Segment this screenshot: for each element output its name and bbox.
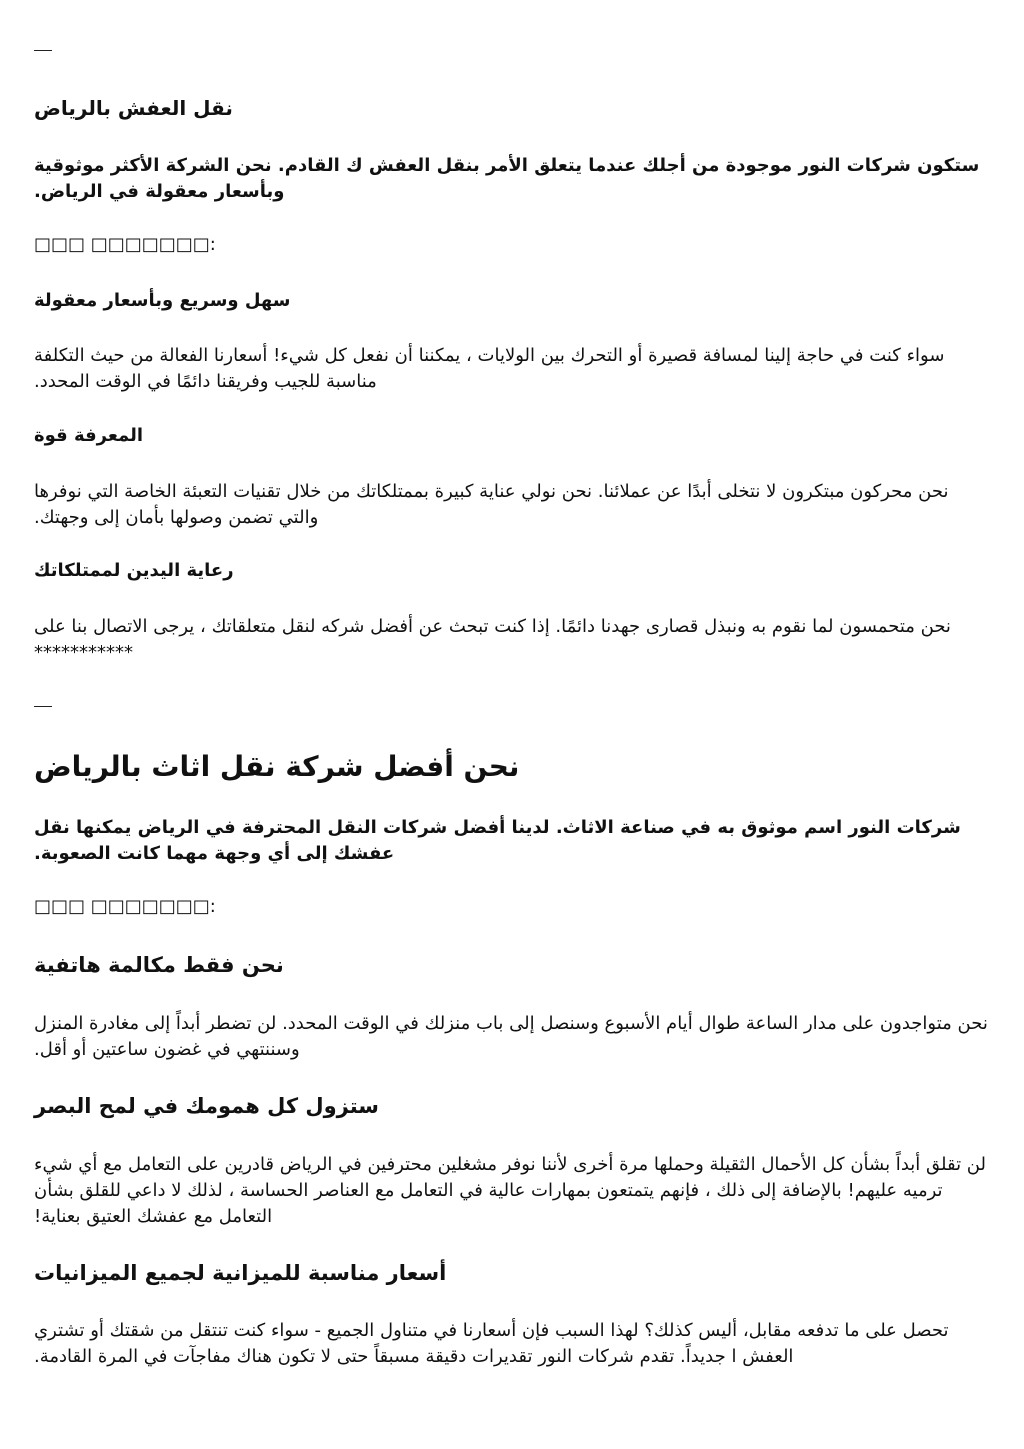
section1-feature1-heading xyxy=(34,288,990,314)
section2-feature1-body xyxy=(34,1011,990,1063)
section2-feature2-body xyxy=(34,1152,990,1230)
section2-garbled-label xyxy=(34,894,990,920)
feature-heading: المعرفة قوة xyxy=(34,425,144,446)
section2-feature3-body xyxy=(34,1318,990,1370)
section2-feature1-heading xyxy=(34,950,990,980)
feature-body: نحن متحمسون لما نقوم به ونبذل قصارى جهدنا دائمًا. إذا كنت تبحث عن أفضل شركه لنقل متعلقاتك ، يرجى الاتصال بنا على *********** xyxy=(34,616,951,663)
section2-intro xyxy=(34,815,990,867)
separator-rule-1 xyxy=(34,50,52,51)
feature-heading: ستزول كل همومك في لمح البصر xyxy=(34,1094,379,1118)
feature-body: نحن متواجدون على مدار الساعة طوال أيام الأسبوع وسنصل إلى باب منزلك في الوقت المحدد. لن تضطر أبداً إلى مغادرة المنزل وسننتهي في غضون ساعتين أو أقل. xyxy=(34,1013,988,1060)
intro-paragraph: شركات النور اسم موثوق به في صناعة الاثاث. لدينا أفضل شركات النقل المحترفة في الرياض يمكنها نقل عفشك إلى أي وجهة مهما كانت الصعوبة. xyxy=(34,817,961,864)
feature-body: لن تقلق أبداً بشأن كل الأحمال الثقيلة وحملها مرة أخرى لأننا نوفر مشغلين محترفين في الرياض قادرين على التعامل مع أي شيء ترميه عليهم! بالإضافة إلى ذلك ، فإنهم يتمتعون بمهارات عالية في التعامل مع العناصر الحساسة ، لذلك لا داعي للقلق بشأن التعامل مع عفشك العتيق بعناية! xyxy=(34,1154,986,1227)
feature-body: نحن محركون مبتكرون لا نتخلى أبدًا عن عملائنا. نحن نولي عناية كبيرة بممتلكاتك من خلال تقنيات التعبئة الخاصة التي نوفرها والتي تضمن وصولها بأمان إلى وجهتك. xyxy=(34,481,949,528)
section1-intro xyxy=(34,153,990,205)
intro-paragraph: ستكون شركات النور موجودة من أجلك عندما يتعلق الأمر بنقل العفش ك القادم. نحن الشركة الأكثر موثوقية وبأسعار معقولة في الرياض. xyxy=(34,155,980,202)
garbled-label: □□□ □□□□□□□: xyxy=(34,234,216,255)
garbled-label: □□□ □□□□□□□: xyxy=(34,896,216,917)
section1-feature2-heading xyxy=(34,423,990,449)
feature-body: تحصل على ما تدفعه مقابل، أليس كذلك؟ لهذا السبب فإن أسعارنا في متناول الجميع - سواء كنت تنتقل من شقتك أو تشتري العفش ا جديداً. تقدم شركات النور تقديرات دقيقة مسبقاً حتى لا تكون هناك مفاجآت في المرة القادمة. xyxy=(34,1320,949,1367)
section2-feature3-heading xyxy=(34,1258,990,1288)
feature-heading: أسعار مناسبة للميزانية لجميع الميزانيات xyxy=(34,1261,447,1285)
section2-title xyxy=(34,748,990,786)
section1-feature2-body xyxy=(34,479,990,531)
section1-feature3-body xyxy=(34,614,990,666)
separator-rule-2 xyxy=(34,706,52,707)
section1-garbled-label xyxy=(34,232,990,258)
section-heading: نحن أفضل شركة نقل اثاث بالرياض xyxy=(34,750,520,783)
section-heading: نقل العفش بالرياض xyxy=(34,96,233,120)
feature-heading: سهل وسريع وبأسعار معقولة xyxy=(34,290,291,311)
feature-body: سواء كنت في حاجة إلينا لمسافة قصيرة أو التحرك بين الولايات ، يمكننا أن نفعل كل شيء! أسعارنا الفعالة من حيث التكلفة مناسبة للجيب وفريقنا دائمًا في الوقت المحدد. xyxy=(34,345,945,392)
section1-title xyxy=(34,94,990,122)
feature-heading: رعاية اليدين لممتلكاتك xyxy=(34,560,234,581)
section1-feature1-body xyxy=(34,343,990,395)
section1-feature3-heading xyxy=(34,558,990,584)
feature-heading: نحن فقط مكالمة هاتفية xyxy=(34,953,284,977)
section2-feature2-heading xyxy=(34,1091,990,1121)
